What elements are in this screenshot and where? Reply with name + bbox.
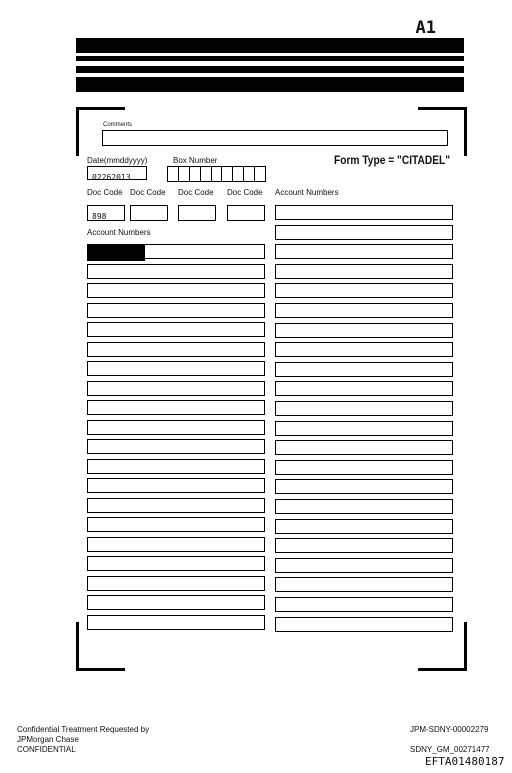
- box-number-cell[interactable]: [244, 166, 255, 182]
- box-number-label: Box Number: [173, 156, 218, 165]
- account-number-value: [88, 485, 92, 494]
- doc-code-field[interactable]: [87, 205, 125, 221]
- account-number-field[interactable]: [275, 401, 453, 416]
- account-number-field[interactable]: [275, 479, 453, 494]
- account-number-value: [88, 466, 92, 475]
- account-number-value: [88, 290, 92, 299]
- account-number-value: [276, 212, 280, 221]
- footer-confidential-label: CONFIDENTIAL: [17, 745, 76, 754]
- footer-bates-2: SDNY_GM_00271477: [410, 745, 490, 754]
- account-number-field[interactable]: [275, 440, 453, 455]
- account-number-value: [88, 310, 92, 319]
- account-number-value: [276, 565, 280, 574]
- account-number-field[interactable]: [275, 205, 453, 220]
- form-id: A1: [415, 18, 436, 38]
- account-number-field[interactable]: [87, 439, 265, 454]
- account-number-value: [276, 290, 280, 299]
- account-number-value: [276, 330, 280, 339]
- account-number-field[interactable]: [87, 537, 265, 552]
- account-number-field[interactable]: [275, 264, 453, 279]
- account-number-field[interactable]: [275, 362, 453, 377]
- account-number-value: [276, 604, 280, 613]
- box-number-cell[interactable]: [233, 166, 244, 182]
- doc-code-label: Doc Code: [178, 188, 214, 197]
- account-number-value: [88, 427, 92, 436]
- box-number-cell[interactable]: [201, 166, 212, 182]
- footer-efta-number: EFTA01480187: [425, 755, 505, 768]
- account-number-field[interactable]: [275, 225, 453, 240]
- account-number-field[interactable]: [87, 498, 265, 513]
- account-number-field[interactable]: [275, 499, 453, 514]
- date-field[interactable]: [87, 166, 147, 180]
- footer-confidential-line: Confidential Treatment Requested by: [17, 725, 150, 734]
- header-bar: [76, 56, 464, 61]
- account-number-field[interactable]: [87, 576, 265, 591]
- box-number-cell[interactable]: [179, 166, 190, 182]
- header-bar: [76, 77, 464, 92]
- account-number-field[interactable]: [87, 459, 265, 474]
- account-number-field[interactable]: [87, 322, 265, 337]
- box-number-cell[interactable]: [255, 166, 266, 182]
- box-number-field[interactable]: [167, 166, 266, 182]
- account-number-value: [88, 349, 92, 358]
- account-number-value: [276, 526, 280, 535]
- account-number-field[interactable]: [275, 538, 453, 553]
- account-number-value: [276, 447, 280, 456]
- doc-code-label: Doc Code: [87, 188, 123, 197]
- header-bar: [76, 38, 464, 53]
- account-number-value: [88, 602, 92, 611]
- doc-code-value: [228, 212, 232, 221]
- doc-code-label: Doc Code: [130, 188, 166, 197]
- account-number-field[interactable]: [275, 244, 453, 259]
- box-number-cell[interactable]: [222, 166, 233, 182]
- account-number-value: [88, 446, 92, 455]
- account-number-value: [276, 428, 280, 437]
- doc-code-field[interactable]: [227, 205, 265, 221]
- account-number-field[interactable]: [275, 421, 453, 436]
- header-bar: [76, 66, 464, 73]
- comments-field[interactable]: [102, 130, 448, 146]
- account-number-value: [276, 624, 280, 633]
- account-number-field[interactable]: [275, 519, 453, 534]
- account-number-value: [276, 232, 280, 241]
- doc-code-value: [179, 212, 183, 221]
- account-number-value: [88, 368, 92, 377]
- doc-code-field[interactable]: [178, 205, 216, 221]
- account-number-value: [276, 545, 280, 554]
- footer-company-line: JPMorgan Chase: [17, 735, 79, 744]
- account-number-field[interactable]: [87, 420, 265, 435]
- account-number-field[interactable]: [87, 303, 265, 318]
- comments-value: [103, 137, 107, 146]
- account-number-field[interactable]: [275, 342, 453, 357]
- account-number-field[interactable]: [275, 558, 453, 573]
- account-number-field[interactable]: [275, 577, 453, 592]
- account-number-field[interactable]: [87, 400, 265, 415]
- account-numbers-header-right: Account Numbers: [275, 188, 339, 197]
- doc-code-value: [131, 212, 135, 221]
- account-number-field[interactable]: [275, 323, 453, 338]
- account-number-field[interactable]: [87, 517, 265, 532]
- box-number-cell[interactable]: [167, 166, 179, 182]
- account-number-field[interactable]: [275, 597, 453, 612]
- doc-code-field[interactable]: [130, 205, 168, 221]
- account-number-value: [88, 388, 92, 397]
- form-type: Form Type = "CITADEL": [334, 153, 451, 167]
- account-number-field[interactable]: [87, 361, 265, 376]
- account-number-value: [276, 584, 280, 593]
- account-number-field[interactable]: [87, 615, 265, 630]
- account-number-value: [276, 486, 280, 495]
- box-number-cell[interactable]: [190, 166, 201, 182]
- account-number-field[interactable]: [87, 595, 265, 610]
- account-number-value: [276, 467, 280, 476]
- account-number-field[interactable]: [87, 264, 265, 279]
- account-number-field[interactable]: [275, 303, 453, 318]
- account-number-value: [88, 524, 92, 533]
- account-number-field[interactable]: [275, 283, 453, 298]
- account-number-field[interactable]: [87, 478, 265, 493]
- account-number-value: [88, 583, 92, 592]
- account-number-value: [276, 369, 280, 378]
- comments-label: Comments: [103, 122, 133, 128]
- redaction-block: [87, 244, 145, 261]
- account-number-value: [276, 506, 280, 515]
- doc-code-label: Doc Code: [227, 188, 263, 197]
- account-number-value: [88, 563, 92, 572]
- account-number-field[interactable]: [87, 283, 265, 298]
- account-number-value: [276, 388, 280, 397]
- account-number-value: [88, 407, 92, 416]
- account-number-field[interactable]: [275, 617, 453, 632]
- box-number-cell[interactable]: [212, 166, 223, 182]
- account-number-field[interactable]: [275, 460, 453, 475]
- account-number-value: [88, 505, 92, 514]
- date-label: Date(mmddyyyy): [87, 156, 148, 165]
- account-number-value: [88, 329, 92, 338]
- doc-code-value: 898: [92, 212, 107, 221]
- account-number-value: [276, 408, 280, 417]
- account-number-value: [88, 622, 92, 631]
- account-number-value: [88, 271, 92, 280]
- account-number-field[interactable]: [87, 556, 265, 571]
- footer-left: [17, 725, 149, 755]
- account-number-value: [276, 310, 280, 319]
- account-number-value: [276, 271, 280, 280]
- date-value: 02262013: [92, 173, 131, 182]
- account-number-value: [276, 349, 280, 358]
- account-number-value: [88, 544, 92, 553]
- account-number-field[interactable]: [275, 381, 453, 396]
- account-number-value: [276, 251, 280, 260]
- footer-bates-1: JPM-SDNY-00002279: [410, 725, 489, 734]
- account-numbers-header-left: Account Numbers: [87, 228, 151, 237]
- account-number-field[interactable]: [87, 381, 265, 396]
- account-number-field[interactable]: [87, 342, 265, 357]
